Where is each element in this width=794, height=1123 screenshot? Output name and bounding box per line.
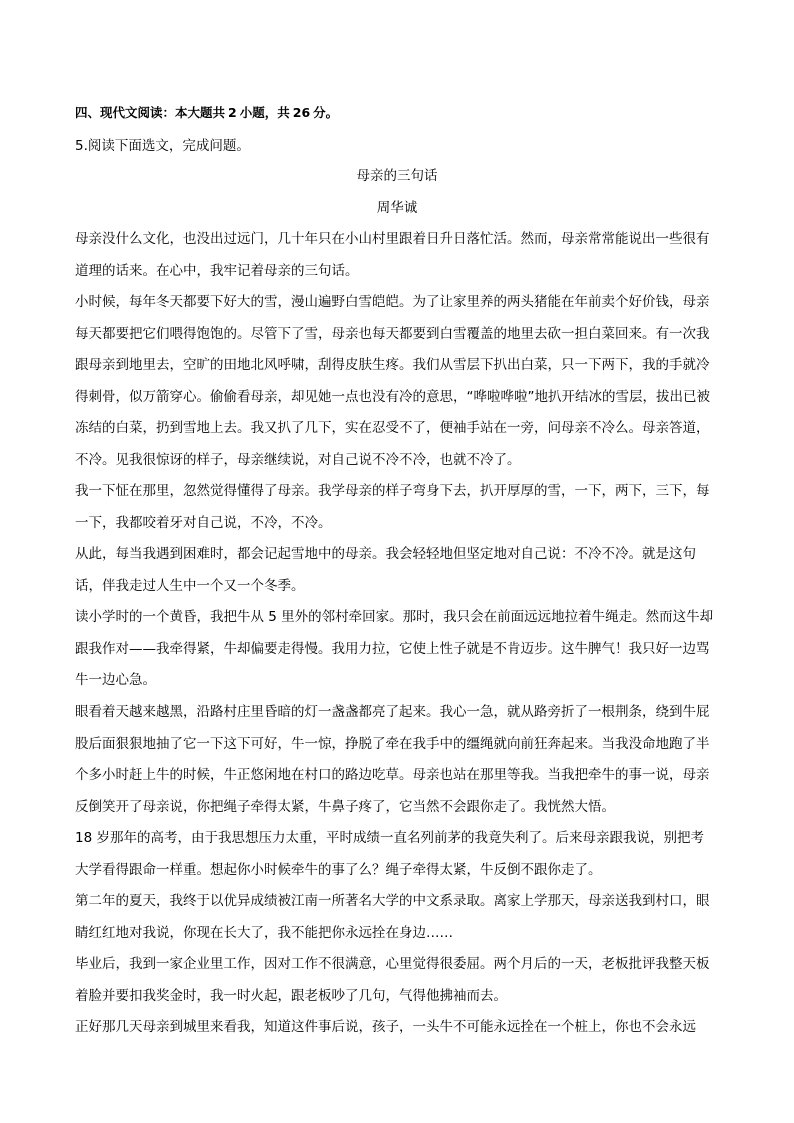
section-count: 2 (228, 105, 237, 120)
section-number: 四、现代文阅读： (75, 105, 176, 120)
section-count-label: 本大题共 (175, 105, 226, 120)
article-paragraph: 眼看着天越来越黑，沿路村庄里昏暗的灯一盏盏都亮了起来。我心一急，就从路旁折了一根荆条，绕到牛屁股后面狠狠地抽了它一下这下可好，牛一惊，挣脱了牵在我手中的缰绳就向前狂奔起来。当我没命地跑了半个多小时赶上牛的时候，牛正悠闲地在村口的路边吃草。母亲也站在那里等我。当我把牵牛的事一说，母亲反倒笑开了母亲说，你把绳子牵得太紧，牛鼻子疼了，它当然不会跟你走了。我恍然大悟。 (75, 704, 710, 815)
section-total-label: 共 (277, 105, 290, 120)
article-paragraph: 从此，每当我遇到困难时，都会记起雪地中的母亲。我会轻轻地但坚定地对自己说：不冷不冷。就是这句话，伴我走过人生中一个又一个冬季。 (75, 546, 696, 594)
article-author: 周华诚 (376, 200, 418, 216)
article-paragraph: 18 岁那年的高考，由于我思想压力太重，平时成绩一直名列前茅的我竟失利了。后来母亲跟我说，别把考大学看得跟命一样重。想起你小时候牵牛的事了么？绳子牵得太紧，牛反倒不跟你走了。 (75, 830, 704, 878)
article-paragraph: 小时候，每年冬天都要下好大的雪，漫山遍野白雪皑皑。为了让家里养的两头猪能在年前卖个好价钱，母亲每天都要把它们喂得饱饱的。尽管下了雪，母亲也每天都要到白雪覆盖的地里去砍一担白菜回来。有一次我跟母亲到地里去，空旷的田地北风呼啸，刮得皮肤生疼。我们从雪层下扒出白菜，只一下两下，我的手就冷得刺骨，似万箭穿心。偷偷看母亲，却见她一点也没有冷的意思，“哗啦哗啦”地扒开结冰的雪层，拔出已被冻结的白菜，扔到雪地上去。我又扒了几下，实在忍受不了，便袖手站在一旁，问母亲不冷么。母亲答道，不冷。见我很惊讶的样子，母亲继续说，对自己说不冷不冷，也就不冷了。 (75, 294, 710, 468)
article-paragraph: 第二年的夏天，我终于以优异成绩被江南一所著名大学的中文系录取。离家上学那天，母亲送我到村口，眼睛红红地对我说，你现在长大了，我不能把你永远拴在身边…… (75, 893, 710, 941)
section-mid: 小题， (239, 105, 278, 120)
question-prompt: 5.阅读下面选文，完成问题。 (75, 138, 250, 154)
section-points: 26 (292, 105, 311, 120)
article-paragraph: 母亲没什么文化，也没出过远门，几十年只在小山村里跟着日升日落忙活。然而，母亲常常能说出一些很有道理的话来。在心中，我牢记着母亲的三句话。 (75, 231, 710, 279)
article-title: 母亲的三句话 (356, 168, 438, 184)
article-paragraph: 毕业后，我到一家企业里工作，因对工作不很满意，心里觉得很委屈。两个月后的一天，老板批评我整天板着脸并要扣我奖金时，我一时火起，跟老板吵了几句，气得他拂袖而去。 (75, 956, 710, 1004)
section-unit: 分。 (313, 105, 339, 120)
section-heading (75, 104, 338, 122)
article-paragraph: 读小学时的一个黄昏，我把牛从 5 里外的邻村牵回家。那时，我只会在前面远远地拉着牛绳走。然而这牛却跟我作对——我牵得紧，牛却偏要走得慢。我用力拉，它使上性子就是不肯迈步。这牛脾气！我只好一边骂牛一边心急。 (75, 609, 714, 689)
article-paragraph: 正好那几天母亲到城里来看我，知道这件事后说，孩子，一头牛不可能永远拴在一个桩上，你也不会永远 (75, 1019, 696, 1035)
article-paragraph: 我一下怔在那里，忽然觉得懂得了母亲。我学母亲的样子弯身下去，扒开厚厚的雪，一下，两下，三下，每一下，我都咬着牙对自己说，不冷，不冷。 (75, 483, 710, 531)
